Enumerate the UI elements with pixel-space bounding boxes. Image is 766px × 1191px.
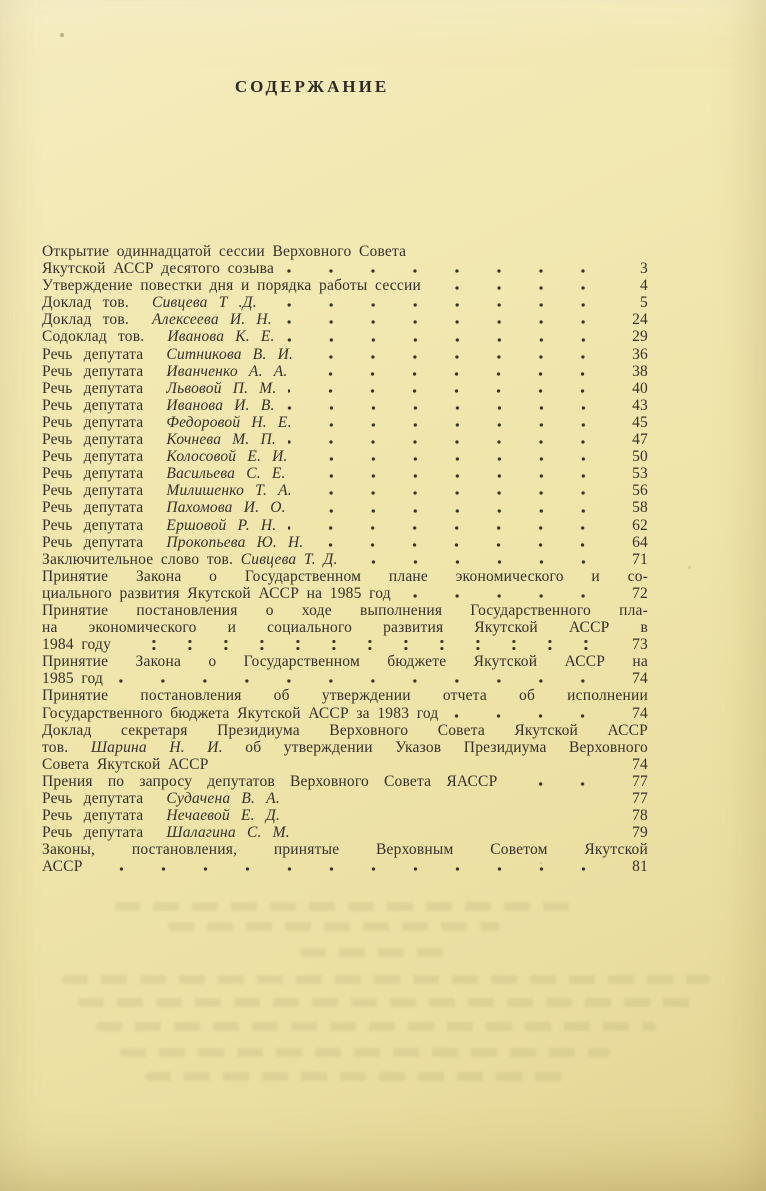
toc-line [42,363,648,380]
toc-text-segment: Речь депутата [42,448,144,466]
toc-text-segment: циального развития Якутской АССР на 1985 год [42,584,391,602]
toc-line-text [42,328,275,345]
toc-entry [42,534,648,551]
toc-page-number: 50 [632,448,648,466]
toc-page-number: 62 [632,516,648,534]
toc-page-number: 77 [632,790,648,807]
toc-line [42,277,648,294]
toc-entry [42,363,648,380]
toc-line [42,499,648,516]
toc-entry [42,653,648,687]
toc-line [42,687,648,704]
toc-line [42,670,648,687]
toc-person-name: Милишенко Т. А. [155,482,292,500]
dot-leader [450,705,606,722]
toc-line-text [42,670,103,687]
toc-entry [42,841,648,875]
toc-line [42,260,648,277]
dot-leader [115,670,606,687]
dot-leader [315,534,606,551]
toc-person-name: Сивцева Т .Д. [140,294,257,312]
dot-leader [95,858,606,875]
toc-person-name: Иванова К. Е. [156,328,275,346]
dot-leader [509,773,606,790]
toc-line-text [42,687,648,704]
toc-text-segment: Речь депутата [42,379,144,397]
leader-spacer [221,756,606,773]
toc-page-number: 56 [632,482,648,500]
toc-text-segment: 1984 году [42,636,112,654]
toc-page-number: 43 [632,396,648,414]
toc-page-number: 29 [632,328,648,346]
toc-entry [42,568,648,602]
toc-line-text [42,311,272,328]
toc-line-text [42,653,648,670]
bleed-through-row [96,1022,656,1031]
dot-leader [287,397,606,414]
dot-leader [298,465,606,482]
toc-entry [42,773,648,790]
bleed-through-row [300,948,448,957]
toc-line-text [42,482,292,499]
toc-line-text [42,499,286,516]
toc-text-segment: Речь депутата [42,465,144,483]
toc-text-segment: Речь депутата [42,345,144,363]
toc-line-text [42,414,292,431]
toc-text-segment: Доклад тов. [42,311,129,329]
toc-line [42,551,648,568]
toc-entry [42,465,648,482]
leader-spacer [292,790,606,807]
toc-line [42,431,648,448]
toc-text-segment: 1985 год [42,670,104,688]
toc-person-name: Васильева С. Е. [155,465,286,483]
toc-page-number: 78 [632,807,648,825]
leader-spacer [292,807,606,824]
toc-entry [42,551,648,568]
toc-line-text [42,858,83,875]
bleed-through-row [168,922,500,931]
toc-line-text [42,277,421,294]
toc-page-number: 4 [640,277,648,295]
toc-line-text [42,773,497,790]
toc-line-text [42,363,287,380]
toc-line [42,653,648,670]
dot-leader [269,294,606,311]
toc-text-segment: Принятие Закона о Государственном бюджете Якутской АССР на [42,653,648,671]
toc-entry [42,414,648,431]
toc-text-segment: на экономического и социального развития Якутской АССР в [42,619,648,637]
toc-person-name: Пахомова И. О. [155,499,286,517]
toc-entry [42,602,648,653]
toc-line [42,841,648,858]
toc-page-number: 5 [640,294,648,312]
toc-page-number: 79 [632,824,648,842]
toc-text-segment: Речь депутата [42,790,144,807]
toc-entry [42,482,648,499]
toc-line [42,773,648,790]
page-title: СОДЕРЖАНИЕ [234,77,390,97]
toc-line-text [42,448,288,465]
toc-entry [42,807,648,824]
toc-line [42,517,648,534]
toc-text-segment: Принятие постановления об утверждении отчета об исполнении [42,687,648,705]
toc-line-text [42,841,648,858]
toc-entry [42,448,648,465]
toc-line-text [42,824,290,841]
toc-line [42,465,648,482]
toc-text-segment: Речь депутата [42,499,144,517]
toc-line [42,414,648,431]
toc-line-text [42,585,391,602]
toc-line-text [42,243,406,260]
toc-person-name: Кочнева М. П. [155,431,277,449]
leader-spacer [302,824,606,841]
dot-leader [288,431,606,448]
toc-line [42,739,648,756]
toc-entry [42,328,648,345]
toc-page-number: 74 [632,704,648,722]
dot-leader [299,363,606,380]
dot-leader [300,448,606,465]
toc-person-name: Нечаевой Е. Д. [155,807,280,825]
toc-person-name: Шалагина С. М. [155,824,290,842]
toc-text-segment: Утверждение повестки дня и порядка работы сессии [42,277,421,295]
dot-leader [305,346,606,363]
toc-entry [42,687,648,721]
toc-page-number: 45 [632,413,648,431]
dot-leader [403,585,606,602]
toc-page-number: 24 [632,311,648,329]
toc-page-number: 74 [632,670,648,688]
toc-page-number: 3 [640,260,648,278]
toc-entry [42,277,648,294]
toc-entry [42,722,648,773]
toc-line-text [42,397,275,414]
toc-line-text [42,739,648,756]
toc-line-text [42,636,111,653]
toc-person-name: Ситникова В. И. [155,345,294,363]
toc-entry [42,294,648,311]
toc-page-number: 64 [632,533,648,551]
toc-person-name: Иванченко А. А. [155,362,288,380]
toc-entry [42,824,648,841]
toc-text-segment: Речь депутата [42,807,144,825]
toc-text-segment: Речь депутата [42,533,144,551]
toc-text-segment: АССР [42,858,83,876]
toc-line [42,636,648,653]
toc-entry [42,346,648,363]
toc-text-segment: Принятие постановления о ходе выполнения Государственного пла- [42,601,648,619]
toc-page-number: 38 [632,362,648,380]
toc-entry [42,499,648,516]
toc-line [42,722,648,739]
toc-line [42,346,648,363]
toc-person-name: Сивцева Т. Д. [233,550,338,568]
toc-line-text [42,705,438,722]
toc-page-number: 74 [632,755,648,773]
toc-line [42,858,648,875]
toc-line [42,705,648,722]
toc-line-text [42,380,276,397]
toc-page-number: 58 [632,499,648,517]
toc-text-segment: Законы, постановления, принятые Верховным Советом Якутской [42,841,648,859]
toc-person-name: Шарина Н. И. [90,738,223,756]
dot-leader [287,328,606,345]
toc-line-text [42,346,293,363]
toc-line-text [42,790,280,807]
toc-text-segment: об утверждении Указов Президиума Верховного [222,738,648,756]
leader-spacer [418,243,640,260]
dot-leader [288,517,606,534]
toc-line-text [42,568,648,585]
toc-text-segment: Речь депутата [42,362,144,380]
toc-page-number: 72 [632,584,648,602]
toc-person-name: Колосовой Е. И. [155,448,288,466]
toc-page-number: 53 [632,465,648,483]
toc-entry [42,431,648,448]
toc-line [42,380,648,397]
toc-line-text [42,551,338,568]
toc-line [42,397,648,414]
toc-line [42,311,648,328]
toc-page-number: 36 [632,345,648,363]
dot-leader [123,636,606,653]
toc-text-segment: Речь депутата [42,824,144,842]
toc-list [42,243,648,875]
toc-line-text [42,294,257,311]
toc-text-segment: Речь депутата [42,482,144,500]
toc-person-name: Судачена В. А. [155,790,280,807]
toc-line-text [42,602,648,619]
toc-line [42,824,648,841]
bleed-through-row [114,902,580,911]
toc-text-segment: Содоклад тов. [42,328,145,346]
toc-person-name: Львовой П. М. [155,379,277,397]
toc-text-segment: Доклад секретаря Президиума Верховного Совета Якутской АССР [42,721,648,739]
toc-text-segment: Открытие одиннадцатой сессии Верховного Совета [42,243,407,260]
bleed-through-row [145,1072,565,1081]
toc-line-text [42,807,280,824]
toc-line-text [42,534,303,551]
toc-entry [42,790,648,807]
dot-leader [288,380,606,397]
paper-speck [688,566,691,569]
toc-line [42,294,648,311]
toc-person-name: Федоровой Н. Е. [155,413,292,431]
toc-page-number: 81 [632,858,648,876]
toc-person-name: Прокопьева Ю. Н. [155,533,304,551]
toc-text-segment: Якутской АССР десятого созыва [42,260,275,278]
toc-entry [42,243,648,277]
toc-line-text [42,722,648,739]
toc-person-name: Иванова И. В. [155,396,275,414]
toc-line [42,328,648,345]
dot-leader [284,311,606,328]
toc-entry [42,380,648,397]
dot-leader [286,260,606,277]
toc-page-number: 40 [632,379,648,397]
toc-line [42,585,648,602]
toc-text-segment: Совета Якутской АССР [42,755,209,773]
toc-entry [42,397,648,414]
toc-line-text [42,465,286,482]
toc-line-text [42,260,274,277]
toc-line-text [42,517,276,534]
toc-line [42,807,648,824]
toc-page-number: 47 [632,431,648,449]
toc-text-segment: Государственного бюджета Якутской АССР за 1983 год [42,704,439,722]
toc-person-name: Ершовой Р. Н. [155,516,277,534]
toc-entry [42,311,648,328]
toc-line [42,790,648,807]
toc-text-segment: Речь депутата [42,431,144,449]
bleed-through-row [62,975,710,984]
dot-leader [433,277,606,294]
dot-leader [304,482,606,499]
toc-entry [42,517,648,534]
paper-speck [60,33,64,37]
bleed-through-row [78,998,694,1007]
toc-line [42,756,648,773]
toc-page-number: 71 [632,550,648,568]
toc-page-number: 77 [632,772,648,790]
toc-text-segment: Речь депутата [42,396,144,414]
toc-line [42,619,648,636]
toc-text-segment: Прения по запросу депутатов Верховного Совета ЯАССР [42,772,498,790]
toc-text-segment: Речь депутата [42,516,144,534]
toc-line [42,568,648,585]
toc-line [42,534,648,551]
dot-leader [350,551,606,568]
dot-leader [298,499,606,516]
toc-page-number: 73 [632,636,648,654]
toc-line [42,482,648,499]
toc-text-segment: тов. [42,738,91,756]
toc-text-segment: Речь депутата [42,413,144,431]
bleed-through-row [120,1048,610,1057]
toc-line [42,448,648,465]
toc-line [42,243,648,260]
toc-line-text [42,619,648,636]
toc-text-segment: Заключительное слово тов. [42,550,234,568]
toc-line [42,602,648,619]
toc-line-text [42,756,209,773]
toc-text-segment: Доклад тов. [42,294,129,312]
toc-text-segment: Принятие Закона о Государственном плане экономического и со- [42,567,648,585]
toc-person-name: Алексеева И. Н. [140,311,272,329]
toc-line-text [42,431,276,448]
dot-leader [304,414,606,431]
